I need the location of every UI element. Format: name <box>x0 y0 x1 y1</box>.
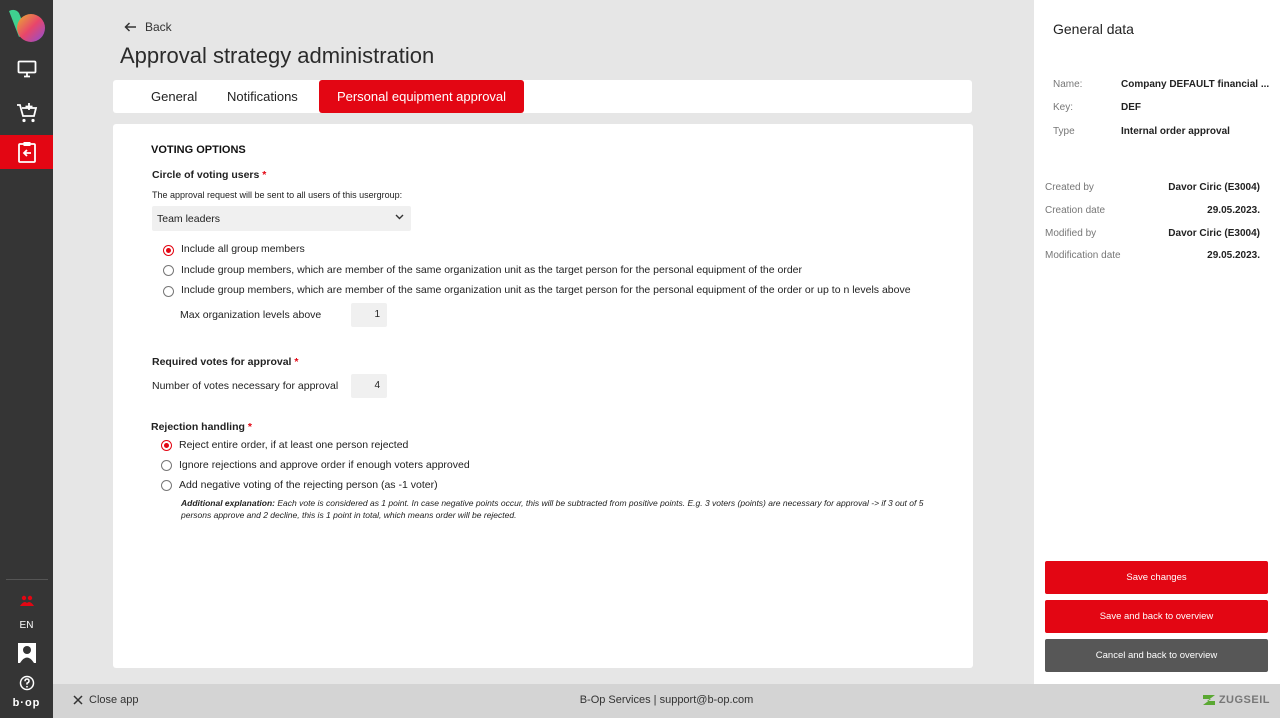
close-app-label: Close app <box>89 694 139 706</box>
required-mark: * <box>247 421 252 433</box>
zugseil-logo-icon <box>1202 694 1216 706</box>
app-logo[interactable] <box>7 7 47 45</box>
tab-general[interactable]: General <box>151 89 198 104</box>
sidebar <box>0 0 53 718</box>
rejection-handling-label: Rejection handling * <box>151 421 252 433</box>
monitor-icon <box>17 60 37 78</box>
required-mark: * <box>262 169 267 181</box>
sidebar-item-monitor[interactable] <box>0 52 53 86</box>
name-value: Company DEFAULT financial ... <box>1121 79 1270 90</box>
contact-info: B-Op Services | support@b-op.com <box>579 694 754 706</box>
sidebar-item-help[interactable] <box>0 666 53 700</box>
arrow-left-icon <box>124 22 137 32</box>
explanation-text: Each vote is considered as 1 point. In case negative points occur, this will be subtracted from positive points. E.g. 3 voters (points) are necessary for approval -> if 3 out of 5 persons approve and 2 decline, this is 1 point in total, which means order will be rejected. <box>181 498 924 520</box>
radio-ignore-rejections[interactable] <box>161 460 172 471</box>
option-include-same-org-label: Include group members, which are member of the same organization unit as the target person for the personal equipment of the order <box>181 264 803 276</box>
required-mark: * <box>294 356 299 368</box>
option-negative-voting-label: Add negative voting of the rejecting person (as -1 voter) <box>179 479 438 491</box>
explanation-title: Additional explanation: <box>181 498 275 508</box>
sidebar-item-cart[interactable] <box>0 96 53 130</box>
people-icon <box>19 594 35 610</box>
save-and-back-button[interactable]: Save and back to overview <box>1045 600 1268 633</box>
key-value: DEF <box>1121 102 1141 113</box>
cart-icon <box>16 102 38 124</box>
footer <box>53 684 1280 718</box>
created-by-value: Davor Ciric (E3004) <box>1168 182 1260 193</box>
radio-include-same-org[interactable] <box>163 265 174 276</box>
general-data-title: General data <box>1053 21 1134 37</box>
help-icon <box>19 675 35 691</box>
type-label: Type <box>1053 126 1075 137</box>
clipboard-return-icon <box>17 141 37 163</box>
creation-date-label: Creation date <box>1045 205 1106 216</box>
back-link[interactable] <box>124 20 172 34</box>
created-by-label: Created by <box>1045 182 1094 193</box>
tab-personal-equipment-approval[interactable]: Personal equipment approval <box>319 80 524 113</box>
back-label: Back <box>145 20 172 34</box>
save-changes-button[interactable]: Save changes <box>1045 561 1268 594</box>
sidebar-item-approval[interactable] <box>0 135 53 169</box>
circle-voting-label: Circle of voting users * <box>152 169 267 181</box>
type-value: Internal order approval <box>1121 126 1230 137</box>
radio-reject-entire[interactable] <box>161 440 172 451</box>
modification-date-value: 29.05.2023. <box>1207 250 1260 261</box>
radio-include-n-levels[interactable] <box>163 286 174 297</box>
voting-options-card <box>113 124 973 668</box>
brand-logo <box>1202 694 1270 706</box>
max-levels-input[interactable]: 1 <box>351 303 387 327</box>
circle-voting-hint: The approval request will be sent to all users of this usergroup: <box>152 190 403 200</box>
name-label: Name: <box>1053 79 1083 90</box>
radio-include-all[interactable] <box>163 245 174 256</box>
brand-name: ZUGSEIL <box>1218 694 1270 706</box>
option-include-all-label: Include all group members <box>181 243 305 255</box>
option-include-n-levels-label: Include group members, which are member of the same organization unit as the target person for the personal equipment of the order or up to n levels above <box>181 284 911 296</box>
page-title: Approval strategy administration <box>120 43 435 68</box>
option-ignore-rejections-label: Ignore rejections and approve order if enough voters approved <box>179 459 470 471</box>
general-data-panel <box>1034 0 1280 684</box>
section-title: VOTING OPTIONS <box>151 144 246 156</box>
modified-by-value: Davor Ciric (E3004) <box>1168 228 1260 239</box>
max-levels-label: Max organization levels above <box>180 309 322 321</box>
votes-count-input[interactable]: 4 <box>351 374 387 398</box>
user-avatar-icon <box>18 643 36 663</box>
language-selector[interactable]: EN <box>19 620 34 631</box>
radio-negative-voting[interactable] <box>161 480 172 491</box>
option-reject-entire-label: Reject entire order, if at least one person rejected <box>179 439 409 451</box>
sidebar-item-region[interactable] <box>0 585 53 619</box>
cancel-and-back-button[interactable]: Cancel and back to overview <box>1045 639 1268 672</box>
tab-notifications[interactable]: Notifications <box>227 89 298 104</box>
usergroup-select[interactable] <box>152 206 411 231</box>
usergroup-select-value: Team leaders <box>157 212 221 225</box>
tab-bar <box>113 80 972 113</box>
bop-logo: b·op <box>12 697 41 709</box>
additional-explanation <box>181 497 941 521</box>
modified-by-label: Modified by <box>1045 228 1097 239</box>
key-label: Key: <box>1053 102 1074 113</box>
sidebar-item-user[interactable] <box>0 636 53 670</box>
creation-date-value: 29.05.2023. <box>1207 205 1260 216</box>
votes-count-label: Number of votes necessary for approval <box>152 380 339 392</box>
required-votes-label: Required votes for approval * <box>152 356 299 368</box>
sidebar-divider <box>6 579 48 580</box>
chevron-down-icon <box>395 214 404 220</box>
modification-date-label: Modification date <box>1045 250 1121 261</box>
